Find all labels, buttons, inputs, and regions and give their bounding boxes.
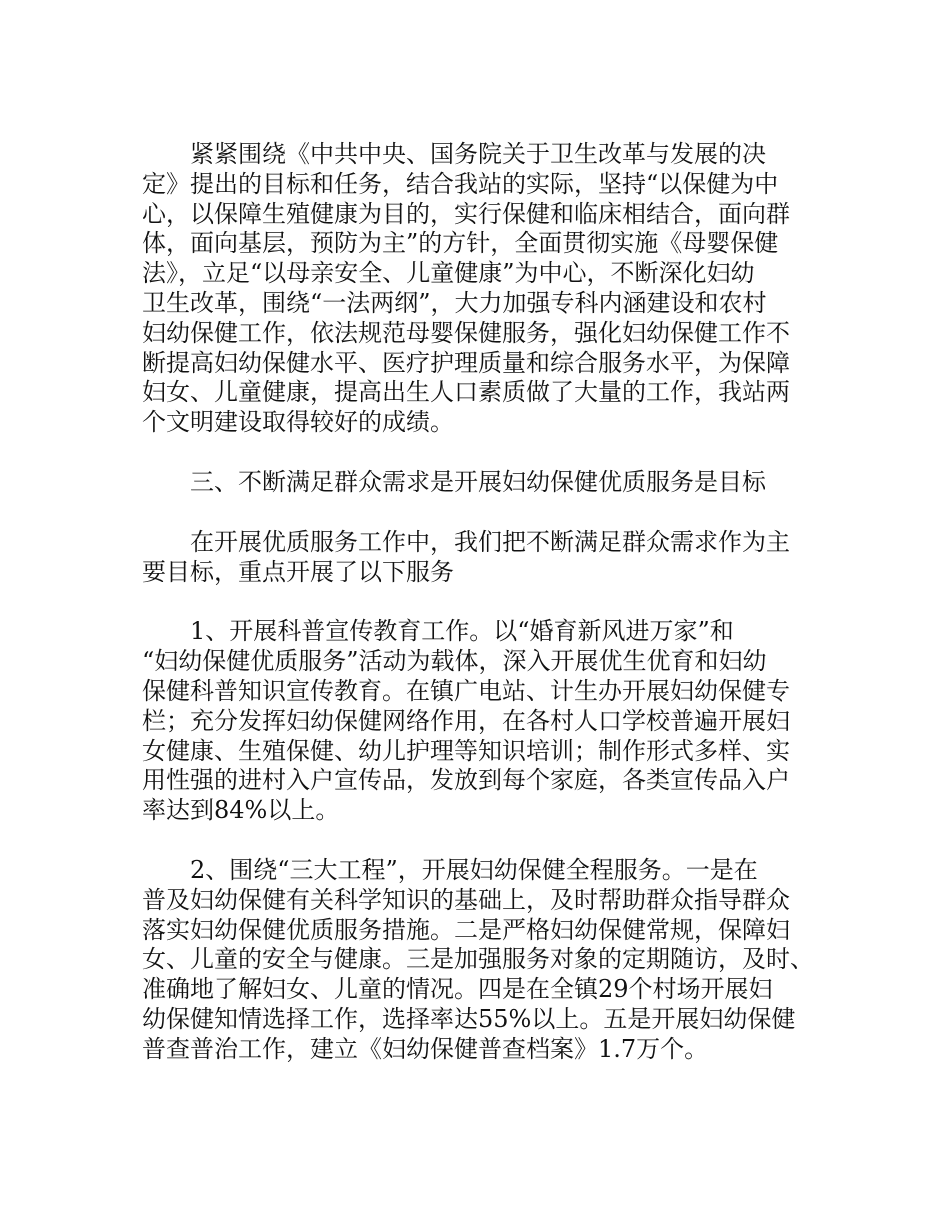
section-heading: [142, 468, 832, 498]
text-line: 普查普治工作，建立《妇幼保健普查档案》1.7万个。: [142, 1034, 709, 1063]
text-line: 妇女、儿童健康，提高出生人口素质做了大量的工作，我站两: [142, 378, 790, 407]
paragraph-spacer: [142, 587, 832, 617]
text-line: 准确地了解妇女、儿童的情况。四是在全镇29个村场开展妇: [142, 975, 773, 1004]
paragraph-item-2-full-service: [142, 856, 832, 1065]
text-line: 断提高妇幼保健水平、医疗护理质量和综合服务水平，为保障: [142, 348, 790, 377]
paragraph-item-1-education: [142, 617, 832, 826]
text-line: 用性强的进村入户宣传品，发放到每个家庭，各类宣传品入户: [142, 766, 790, 795]
text-line: 栏；充分发挥妇幼保健网络作用，在各村人口学校普遍开展妇: [142, 706, 790, 735]
text-line: 卫生改革，围绕“一法两纲”，大力加强专科内涵建设和农村: [142, 288, 767, 317]
text-line: 率达到84%以上。: [142, 796, 340, 825]
text-line: 落实妇幼保健优质服务措施。二是严格妇幼保健常规，保障妇: [142, 915, 790, 944]
section-heading-text: 三、不断满足群众需求是开展妇幼保健优质服务是目标: [190, 467, 766, 496]
text-line: 2、围绕“三大工程”，开展妇幼保健全程服务。一是在: [190, 855, 758, 884]
text-line: 心，以保障生殖健康为目的，实行保健和临床相结合，面向群: [142, 199, 790, 228]
text-line: 保健科普知识宣传教育。在镇广电站、计生办开展妇幼保健专: [142, 676, 790, 705]
document-body: [142, 140, 832, 1065]
paragraph-spacer: [142, 498, 832, 528]
text-line: 要目标，重点开展了以下服务: [142, 557, 454, 586]
text-line: 体，面向基层，预防为主”的方针，全面贯彻实施《母婴保健: [142, 229, 779, 258]
text-line: 普及妇幼保健有关科学知识的基础上，及时帮助群众指导群众: [142, 885, 790, 914]
text-line: 女、儿童的安全与健康。三是加强服务对象的定期随访，及时、: [142, 945, 814, 974]
text-line: 在开展优质服务工作中，我们把不断满足群众需求作为主: [190, 527, 790, 556]
text-line: 个文明建设取得较好的成绩。: [142, 408, 454, 437]
text-line: 妇幼保健工作，依法规范母婴保健服务，强化妇幼保健工作不: [142, 318, 790, 347]
text-line: “妇幼保健优质服务”活动为载体，深入开展优生优育和妇幼: [142, 647, 767, 676]
text-line: 定》提出的目标和任务，结合我站的实际，坚持“以保健为中: [142, 169, 779, 198]
paragraph-service-intro: [142, 528, 832, 588]
paragraph-reform-summary: [142, 140, 832, 438]
text-line: 幼保健知情选择工作，选择率达55%以上。五是开展妇幼保健: [142, 1004, 796, 1033]
text-line: 1、开展科普宣传教育工作。以“婚育新风进万家”和: [190, 617, 734, 646]
text-line: 女健康、生殖保健、幼儿护理等知识培训；制作形式多样、实: [142, 736, 790, 765]
paragraph-spacer: [142, 438, 832, 468]
text-line: 法》，立足“以母亲安全、儿童健康”为中心，不断深化妇幼: [142, 259, 755, 288]
text-line: 紧紧围绕《中共中央、国务院关于卫生改革与发展的决: [190, 140, 766, 168]
paragraph-spacer: [142, 826, 832, 856]
